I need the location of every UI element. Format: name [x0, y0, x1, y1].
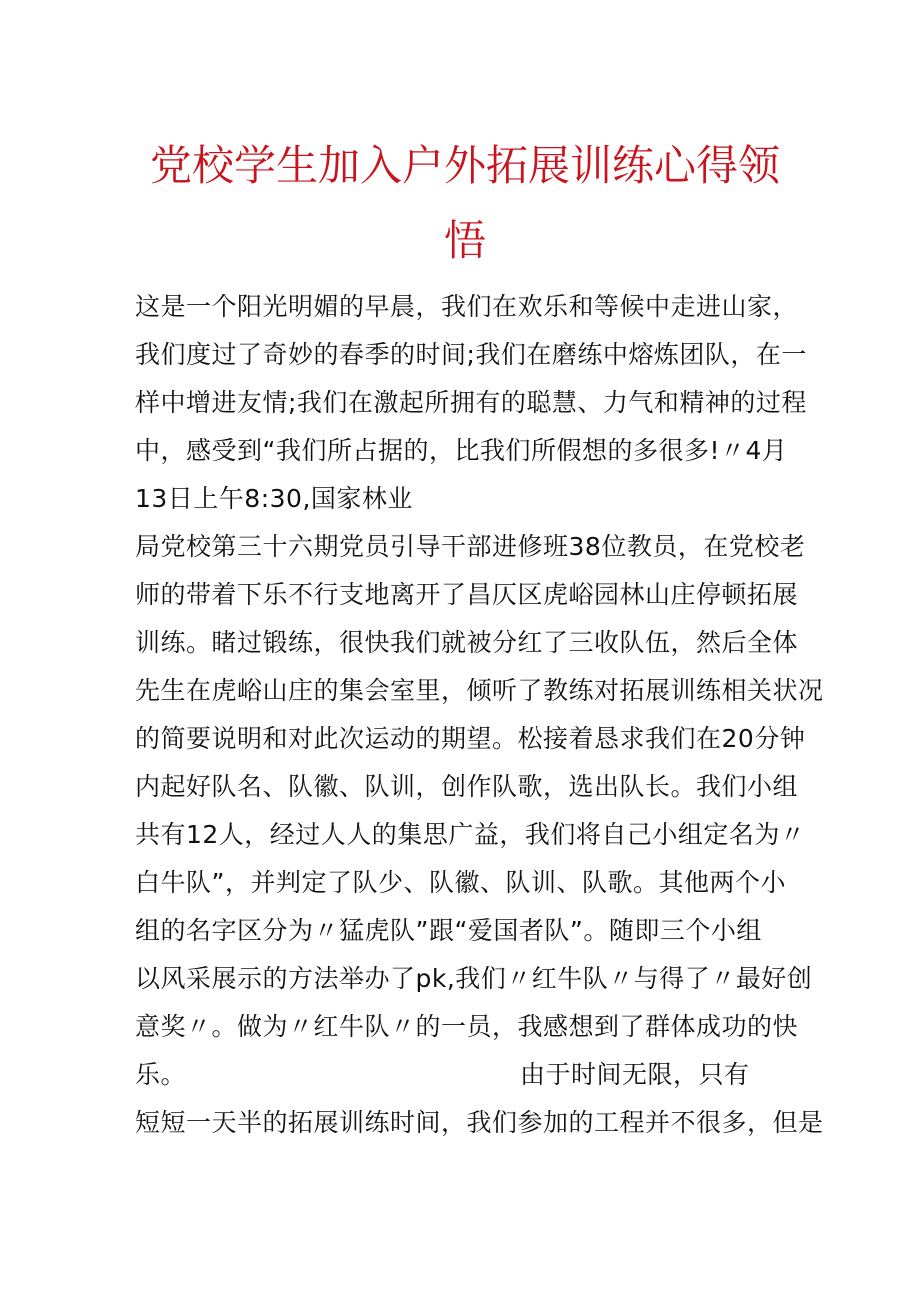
body-line-13: 白牛队”，并判定了队少、队徽、队训、队歌。其他两个小	[135, 868, 786, 897]
body-line-4: 中，感受到“我们所占据的，比我们所假想的多很多!〃4月	[135, 436, 788, 465]
body-line-7: 师的带着下乐不行支地离开了昌仄区虎峪园林山庄停顿拓展	[135, 580, 799, 609]
body-line-17b: 由于时间无限，只有	[520, 1060, 750, 1089]
body-line-10: 的简要说明和对此次运动的期望。松接着恳求我们在20分钟	[135, 724, 806, 753]
body-line-16: 意奖〃。做为〃红牛队〃的一员，我感想到了群体成功的快	[135, 1012, 799, 1041]
body-line-15: 以风采展示的方法举办了pk,我们〃红牛队〃与得了〃最好创	[135, 964, 813, 993]
body-line-9: 先生在虎峪山庄的集会室里，倾听了教练对拓展训练相关状况	[135, 676, 824, 705]
body-line-6: 局党校第三十六期党员引导干部进修班38位教员，在党校老	[135, 532, 806, 561]
body-line-3: 样中增进友情;我们在激起所拥有的聪慧、力气和精神的过程	[135, 388, 807, 417]
body-line-1: 这是一个阳光明媚的早晨，我们在欢乐和等候中走进山家，	[135, 292, 799, 321]
body-line-8: 训练。睹过锻练，很快我们就被分红了三收队伍，然后全体	[135, 628, 799, 657]
body-line-12: 共有12人，经过人人的集思广益，我们将自己小组定名为〃	[135, 820, 806, 849]
body-line-11: 内起好队名、队徽、队训，创作队歌，选出队长。我们小组	[135, 772, 799, 801]
body-line-14: 组的名字区分为〃猛虎队”跟“爱国者队”。随即三个小组	[135, 916, 762, 945]
body-line-18: 短短一天半的拓展训练时间，我们参加的工程并不很多，但是	[135, 1108, 824, 1137]
body-line-2: 我们度过了奇妙的春季的时间;我们在磨练中熔炼团队，在一	[135, 340, 807, 369]
body-line-17: 乐。	[135, 1060, 187, 1089]
document-title-line-2: 悟	[443, 216, 486, 265]
body-line-5: 13日上午8:30,国家林业	[135, 484, 413, 513]
document-title-line-1: 党校学生加入户外拓展训练心得领	[149, 141, 780, 190]
